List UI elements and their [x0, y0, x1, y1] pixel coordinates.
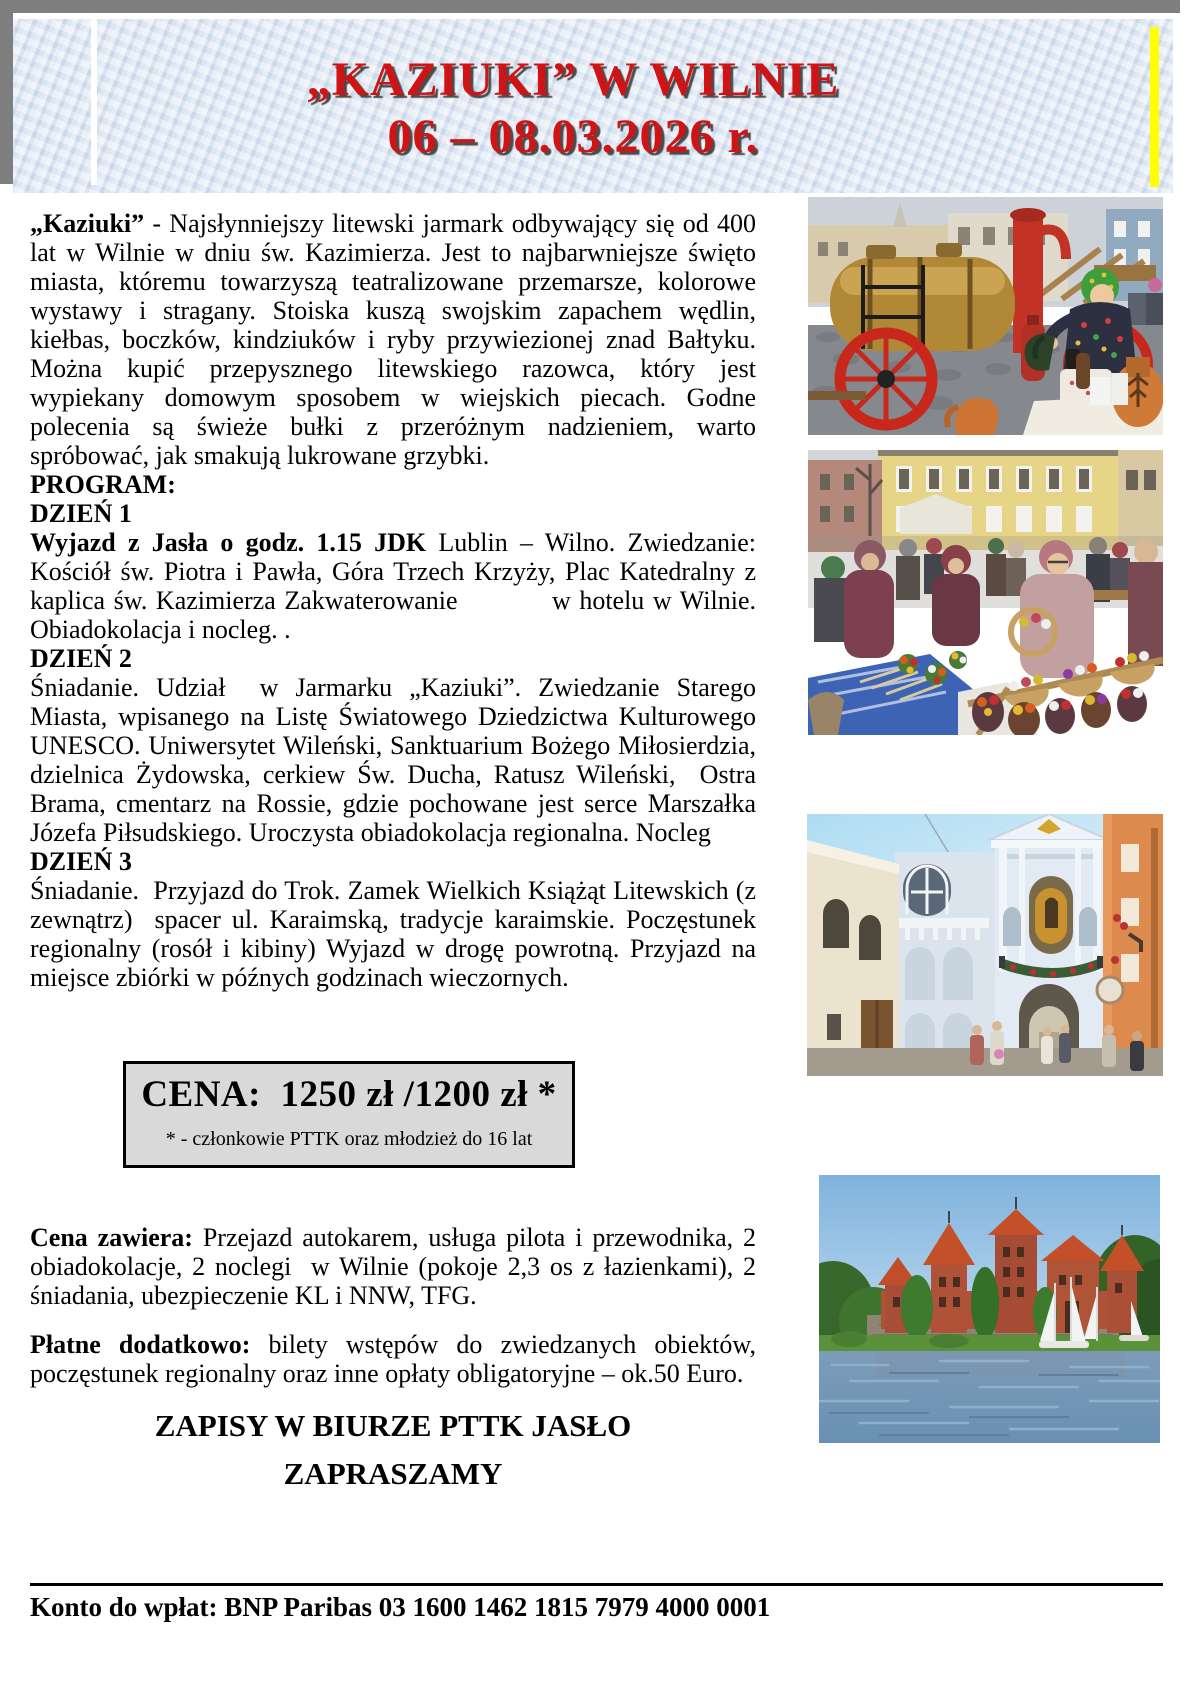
photo-ostra-brama-gate [807, 814, 1163, 1076]
signup-block [30, 1410, 756, 1489]
day2-text: Śniadanie. Udział w Jarmarku „Kaziuki”. Zwiedzanie Starego Miasta, wpisanego na Listę Światowego Dziedzictwa Kulturowego UNESCO. Uniwersytet Wileński, Sanktuarium Bożego Miłosierdzia, dzielnica Żydowska, cerkiew Św. Ducha, Ratusz Wileński, Ostra Brama, cmentarz na Rossie, gdzie pochowane jest serce Marszałka Józefa Piłsudskiego. Uroczysta obiadokolacja regionalna. Nocleg [30, 673, 756, 847]
signup-line-1: ZAPISY W BIURZE PTTK JASŁO [154, 1408, 632, 1443]
price-line: CENA: 1250 zł /1200 zł * [141, 1074, 557, 1115]
header-yellow-bar [1150, 27, 1159, 187]
title-line-1: „KAZIUKI” W WILNIE [306, 53, 840, 106]
extra-lead: Płatne dodatkowo: [30, 1330, 251, 1359]
day3-label: DZIEŃ 3 [30, 847, 132, 876]
intro-paragraph [30, 209, 756, 470]
bank-account-line: Konto do wpłat: BNP Paribas 03 1600 1462 1815 7979 4000 0001 [30, 1592, 771, 1622]
price-note: * - członkowie PTTK oraz młodzież do 16 lat [165, 1128, 533, 1150]
program-heading: PROGRAM: [30, 470, 176, 499]
header-banner [13, 13, 1173, 193]
footer-rule [30, 1583, 1163, 1586]
day1-label: DZIEŃ 1 [30, 499, 132, 528]
header-gray-left-bar [0, 0, 13, 184]
day1-text: Wyjazd z Jasła o godz. 1.15 JDK Lublin – Wilno. Zwiedzanie: Kościół św. Piotra i Pawła, Góra Trzech Krzyży, Plac Katedralny z kaplica św. Kazimierza Zakwaterowanie w hotelu w Wilnie. Obiadokolacja i nocleg. . [30, 528, 757, 644]
page-title [13, 51, 1133, 165]
day1-lead: Wyjazd z Jasła o godz. 1.15 JDK [30, 528, 427, 557]
day3-text: Śniadanie. Przyjazd do Trok. Zamek Wielkich Książąt Litewskich (z zewnątrz) spacer ul. Karaimską, tradycje karaimskie. Poczęstunek regionalny (rosół i kibiny) Wyjazd w drogę powrotną. Przyjazd na miejsce zbiórki w późnych godzinach wieczornych. [30, 876, 756, 992]
day2-label: DZIEŃ 2 [30, 644, 132, 673]
photo-kaziuki-market-cart [808, 197, 1163, 435]
signup-line-2: ZAPRASZAMY [283, 1456, 503, 1491]
intro-lead: „Kaziuki” [30, 209, 145, 238]
price-includes-paragraph: Cena zawiera: Przejazd autokarem, usługa pilota i przewodnika, 2 obiadokolacje, 2 noclegi w Wilnie (pokoje 2,3 os z łazienkami), 2 śniadania, ubezpieczenie KL i NNW, TFG. [30, 1223, 756, 1310]
photo-kaziuki-flower-stalls [808, 450, 1163, 735]
photo-trakai-castle [819, 1175, 1160, 1443]
price-box [123, 1061, 575, 1168]
intro-text: - Najsłynniejszy litewski jarmark odbywający się od 400 lat w Wilnie w dniu św. Kazimierza. Jest to najbarwniejsze święto miasta, któremu towarzyszą teatralizowane przemarsze, kolorowe wystawy i stragany. Stoiska kuszą swojskim zapachem wędlin, kiełbas, boczków, kindziuków i ryby przywiezionej znad Bałtyku. Można kupić przepysznego litewskiego razowca, który jest wypiekany domowym sposobem w wiejskich piecach. Godne polecenia są świeże bułki z przeróżnym nadzieniem, warto spróbować, jak smakują lukrowane grzybki. [30, 209, 756, 470]
title-line-2: 06 – 08.03.2026 r. [387, 110, 759, 163]
header-gray-top-bar [0, 0, 1180, 13]
includes-lead: Cena zawiera: [30, 1223, 193, 1252]
extra-fees-paragraph: Płatne dodatkowo: bilety wstępów do zwiedzanych obiektów, poczęstunek regionalny oraz inne opłaty obligatoryjne – ok.50 Euro. [30, 1330, 756, 1388]
main-text-column [30, 209, 756, 992]
